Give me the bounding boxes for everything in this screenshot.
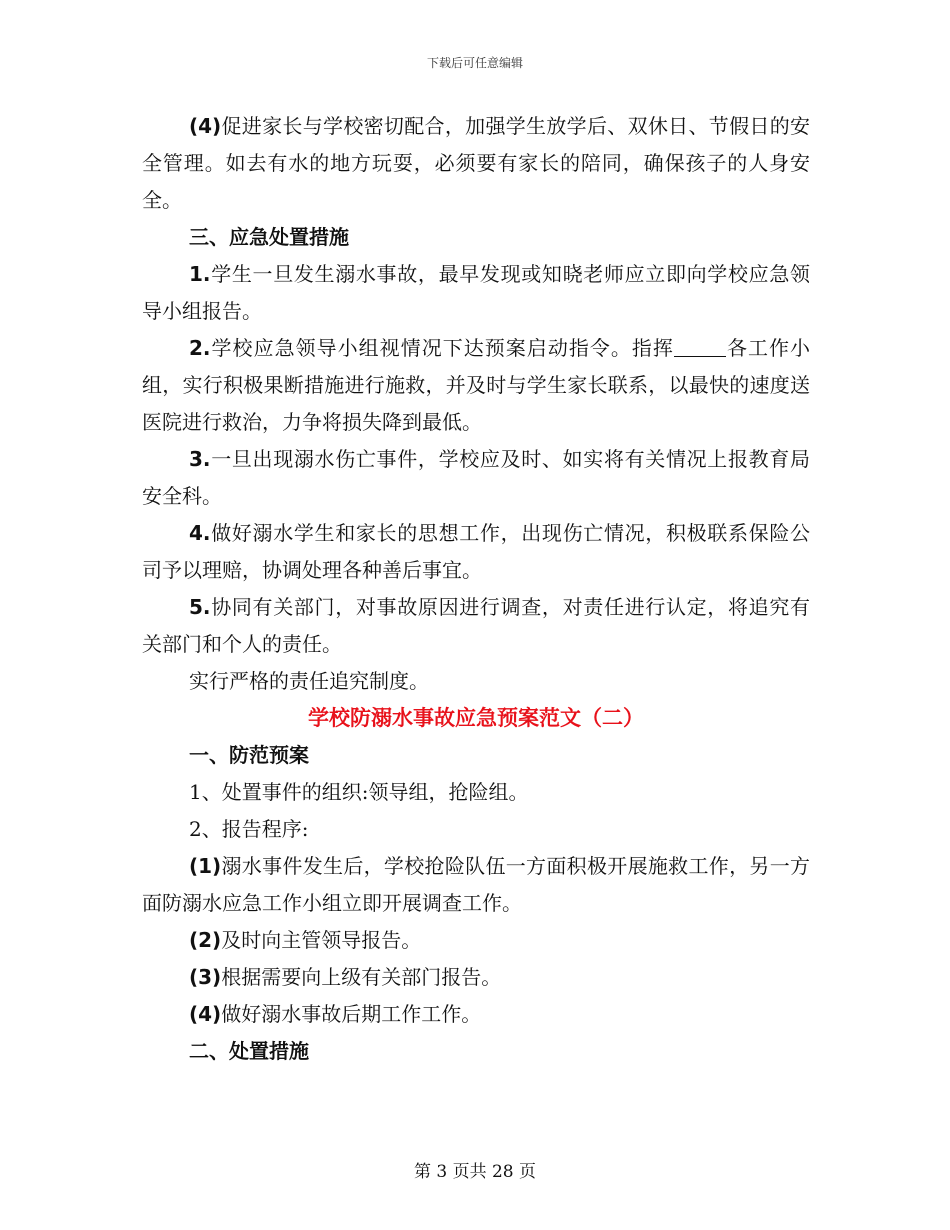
item-number: 5.	[189, 595, 211, 619]
fill-in-blank	[674, 338, 726, 357]
item-number: (3)	[189, 965, 222, 989]
paragraph-text: 促进家长与学校密切配合，加强学生放学后、双休日、节假日的安全管理。如去有水的地方玩耍，必须要有家长的陪同，确保孩子的人身安全。	[142, 114, 810, 212]
report-step-3	[142, 959, 810, 996]
paragraph-text: 各工作小组，实行积极果断措施进行施救，并及时与学生家长联系，以最快的速度送医院进行救治，力争将损失降到最低。	[142, 336, 811, 434]
section-heading-handling-measures: 二、处置措施	[189, 1039, 309, 1063]
paragraph-parent-cooperation	[142, 108, 810, 219]
paragraph-text: 及时向主管领导报告。	[221, 928, 422, 952]
paragraph-text: 一旦出现溺水伤亡事件，学校应及时、如实将有关情况上报教育局安全科。	[142, 447, 810, 508]
report-step-1	[142, 848, 810, 922]
measure-item-1	[142, 256, 810, 330]
document-title-part-2: 学校防溺水事故应急预案范文（二）	[308, 706, 644, 730]
measure-item-5	[142, 589, 810, 663]
measure-item-3	[142, 441, 810, 515]
paragraph-text: 学生一旦发生溺水事故，最早发现或知晓老师应立即向学校应急领导小组报告。	[142, 262, 810, 323]
section-heading-prevention-plan: 一、防范预案	[189, 743, 309, 767]
item-number: (4)	[189, 114, 222, 138]
item-number: (2)	[189, 928, 222, 952]
accountability-note: 实行严格的责任追究制度。	[189, 669, 429, 693]
item-number: 4.	[189, 521, 211, 545]
paragraph-text: 学校应急领导小组视情况下达预案启动指令。指挥	[210, 336, 674, 360]
measure-item-2	[142, 330, 810, 441]
paragraph-text: 根据需要向上级有关部门报告。	[221, 965, 502, 989]
plan-item-organization: 1、处置事件的组织:领导组，抢险组。	[189, 780, 529, 804]
report-step-2	[142, 922, 810, 959]
item-number: 2.	[189, 336, 211, 360]
paragraph-text: 做好溺水学生和家长的思想工作，出现伤亡情况，积极联系保险公司予以理赔，协调处理各种善后事宜。	[142, 521, 810, 582]
item-number: 1.	[189, 262, 211, 286]
report-step-4	[142, 996, 810, 1033]
page-footer: 第 3 页共 28 页	[413, 1162, 537, 1182]
paragraph-text: 协同有关部门，对事故原因进行调查，对责任进行认定，将追究有关部门和个人的责任。	[142, 595, 810, 656]
item-number: (1)	[189, 854, 222, 878]
document-body	[142, 108, 810, 1070]
paragraph-text: 做好溺水事故后期工作工作。	[221, 1002, 482, 1026]
plan-item-reporting: 2、报告程序:	[189, 817, 309, 841]
paragraph-text: 溺水事件发生后，学校抢险队伍一方面积极开展施救工作，另一方面防溺水应急工作小组立即开展调查工作。	[142, 854, 810, 915]
item-number: (4)	[189, 1002, 222, 1026]
page-header: 下载后可任意编辑	[426, 56, 523, 70]
measure-item-4	[142, 515, 810, 589]
section-heading-emergency-measures: 三、应急处置措施	[189, 225, 349, 249]
item-number: 3.	[189, 447, 211, 471]
